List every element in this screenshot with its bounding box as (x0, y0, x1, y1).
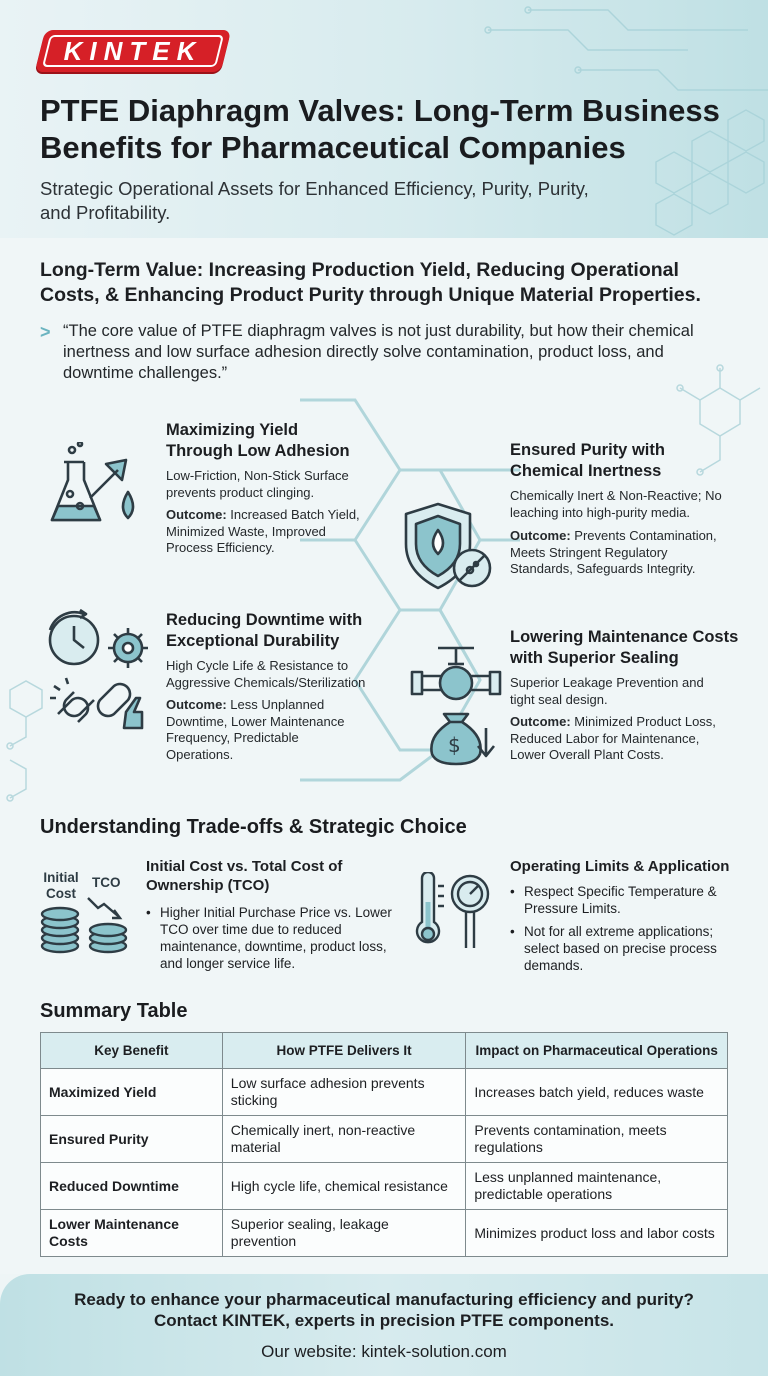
table-row (41, 1069, 728, 1116)
card-maintenance-title: Lowering Maintenance Costs with Superior Sealing (510, 628, 739, 667)
card-maintenance-text: Superior Leakage Prevention and tight seal design. (510, 675, 704, 707)
cost-tradeoff-title: Initial Cost vs. Total Cost of Ownership (TCO) (146, 858, 343, 894)
table-cell: Prevents contamination, meets regulations (466, 1116, 728, 1163)
table-cell: Less unplanned maintenance, predictable operations (466, 1163, 728, 1210)
table-header-row (41, 1033, 728, 1069)
card-yield-title: Maximizing Yield Through Low Adhesion (166, 421, 350, 460)
table-cell: Chemically inert, non-reactive material (222, 1116, 466, 1163)
table-row (41, 1163, 728, 1210)
summary-heading: Summary Table (40, 1000, 188, 1022)
initial-cost-label: Initial Cost (43, 870, 79, 901)
card-purity-title: Ensured Purity with Chemical Inertness (510, 441, 665, 480)
clock-gear-chain-icon (44, 608, 156, 748)
logo-text: KINTEK (63, 35, 203, 66)
valve-money-icon (408, 640, 504, 768)
footer-cta-line2: Contact KINTEK, experts in precision PTFE components. (153, 1311, 614, 1330)
value-heading: Long-Term Value: Increasing Production Yield, Reducing Operational Costs, & Enhancing Product Purity through Unique Material Properties. (40, 259, 701, 306)
table-cell: High cycle life, chemical resistance (222, 1163, 466, 1210)
list-item: • Higher Initial Purchase Price vs. Lower TCO over time due to reduced maintenance, downtime, product loss, and longer service life. (146, 904, 396, 972)
chevron-right-icon: > (40, 322, 51, 342)
list-item: • Not for all extreme applications; select based on precise process demands. (510, 923, 736, 974)
shield-drop-icon (398, 500, 498, 592)
value-quote: “The core value of PTFE diaphragm valves is not just durability, but how their chemical inertness and low surface adhesion directly solve contamination, product loss, and downtime challenges.” (63, 322, 694, 382)
page-title: PTFE Diaphragm Valves: Long-Term Business Benefits for Pharmaceutical Companies (40, 93, 720, 165)
column-header: Key Benefit (41, 1033, 223, 1069)
summary-table (40, 1032, 728, 1257)
card-yield-text: Low-Friction, Non-Stick Surface prevents product clinging. (166, 468, 349, 500)
table-cell: Ensured Purity (41, 1116, 223, 1163)
thermometer-gauge-icon (412, 872, 502, 952)
card-downtime-title: Reducing Downtime with Exceptional Durability (166, 611, 363, 650)
limits-tradeoff-list (510, 883, 736, 980)
card-purity-outcome: Outcome: Prevents Contamination, Meets Stringent Regulatory Standards, Safeguards Integrity. (510, 528, 717, 576)
card-downtime-outcome: Outcome: Less Unplanned Downtime, Lower Maintenance Frequency, Predictable Operations. (166, 697, 345, 762)
card-yield-outcome: Outcome: Increased Batch Yield, Minimized Waste, Improved Process Efficiency. (166, 507, 360, 555)
table-cell: Reduced Downtime (41, 1163, 223, 1210)
card-maintenance-outcome: Outcome: Minimized Product Loss, Reduced Labor for Maintenance, Lower Overall Plant Costs. (510, 714, 716, 762)
page-subtitle: Strategic Operational Assets for Enhanced Efficiency, Purity, Purity, and Profitability. (40, 178, 589, 223)
list-item: • Respect Specific Temperature & Pressure Limits. (510, 883, 736, 917)
tco-label: TCO (92, 875, 121, 890)
card-purity-text: Chemically Inert & Non-Reactive; No leaching into high-purity media. (510, 488, 722, 520)
table-cell: Lower Maintenance Costs (41, 1210, 223, 1257)
table-cell: Minimizes product loss and labor costs (466, 1210, 728, 1257)
table-cell: Increases batch yield, reduces waste (466, 1069, 728, 1116)
flask-growth-icon (46, 442, 146, 534)
footer-website-link[interactable]: Our website: kintek-solution.com (261, 1342, 507, 1361)
column-header: How PTFE Delivers It (222, 1033, 466, 1069)
footer-cta-line1: Ready to enhance your pharmaceutical manufacturing efficiency and purity? (74, 1290, 694, 1309)
limits-tradeoff-title: Operating Limits & Application (510, 858, 730, 875)
card-downtime-text: High Cycle Life & Resistance to Aggressive Chemicals/Sterilization (166, 658, 366, 690)
cost-tradeoff-list (146, 904, 396, 978)
table-row (41, 1116, 728, 1163)
kintek-logo (35, 30, 231, 72)
table-cell: Superior sealing, leakage prevention (222, 1210, 466, 1257)
table-row (41, 1210, 728, 1257)
table-cell: Low surface adhesion prevents sticking (222, 1069, 466, 1116)
svg-text:$: $ (448, 733, 461, 757)
table-cell: Maximized Yield (41, 1069, 223, 1116)
tradeoffs-heading: Understanding Trade-offs & Strategic Choice (40, 816, 467, 838)
column-header: Impact on Pharmaceutical Operations (466, 1033, 728, 1069)
coin-stacks-icon (38, 888, 132, 954)
